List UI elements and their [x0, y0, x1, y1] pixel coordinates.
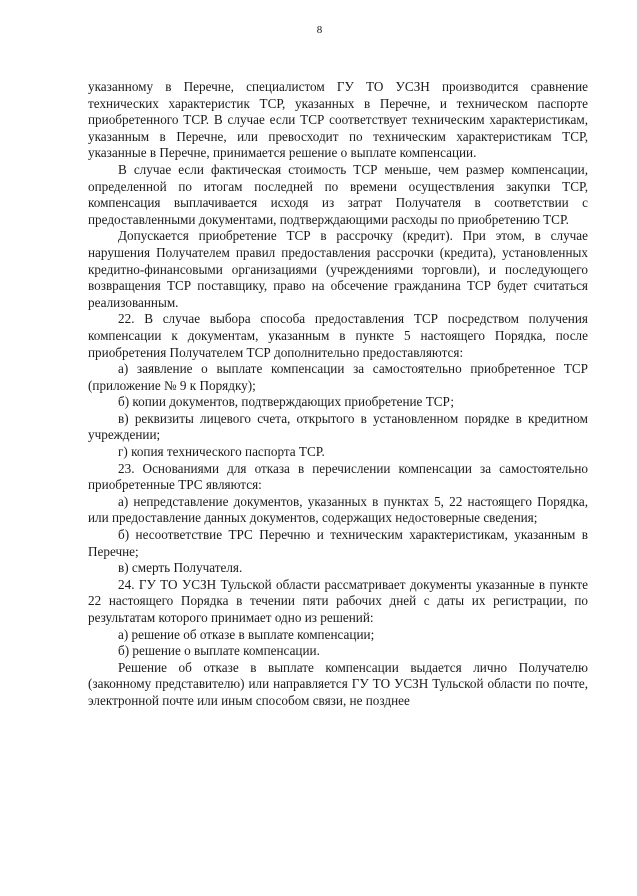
clause-24-item-a: а) решение об отказе в выплате компенсации;: [118, 626, 375, 642]
clause-22-item-v: в) реквизиты лицевого счета, открытого в установленном порядке в кредитном учреждении;: [88, 410, 588, 443]
clause-23: 23. Основаниями для отказа в перечислении компенсации за самостоятельно приобретенные ТРС являются:: [88, 460, 588, 493]
clause-23-item-v: в) смерть Получателя.: [118, 560, 243, 576]
paragraph-continuation: указанному в Перечне, специалистом ГУ ТО УСЗН производится сравнение технических характеристик ТСР, указанных в Перечне, и техническом паспорте приобретенного ТСР. В случае если ТСР соответствует техническим характеристикам, указанным в Перечне, или превосходит по техническим характеристикам ТСР, указанные в Перечне, принимается решение о выплате компенсации.: [88, 79, 588, 161]
clause-24-item-b: б) решение о выплате компенсации.: [118, 643, 320, 659]
clause-22-item-g: г) копия технического паспорта ТСР.: [118, 444, 325, 460]
document-body: [88, 79, 588, 710]
paragraph-actual-cost: В случае если фактическая стоимость ТСР меньше, чем размер компенсации, определенной по итогам последней по времени осуществления закупки ТСР, компенсация выплачивается исходя из затрат Получателя в соответствии с предоставленными документами, подтверждающими расходы по приобретению ТСР.: [88, 161, 588, 227]
clause-23-item-a: а) непредставление документов, указанных в пунктах 5, 22 настоящего Порядка, или предоставление данных документов, содержащих недостоверные сведения;: [88, 493, 588, 526]
page-number: 8: [316, 24, 323, 36]
clause-24: 24. ГУ ТО УСЗН Тульской области рассматривает документы указанные в пункте 22 настоящего Порядка в течении пяти рабочих дней с даты их регистрации, по результатам которого принимает одно из решений:: [88, 576, 588, 625]
clause-22: 22. В случае выбора способа предоставления ТСР посредством получения компенсации к документам, указанным в пункте 5 настоящего Порядка, после приобретения Получателем ТСР дополнительно предоставляются:: [88, 311, 588, 360]
clause-23-item-b: б) несоответствие ТРС Перечню и техническим характеристикам, указанным в Перечне;: [88, 527, 588, 559]
paragraph-refusal-decision: Решение об отказе в выплате компенсации выдается лично Получателю (законному представителю) или направляется ГУ ТО УСЗН Тульской области по почте, электронной почте или иным способом связи, не позднее: [88, 659, 588, 708]
clause-22-item-b: б) копии документов, подтверждающих приобретение ТСР;: [118, 394, 455, 410]
clause-22-item-a: а) заявление о выплате компенсации за самостоятельно приобретенное ТСР (приложение № 9 к Порядку);: [88, 361, 588, 393]
paragraph-installment: Допускается приобретение ТСР в рассрочку (кредит). При этом, в случае нарушения Получателем правил предоставления рассрочки (кредита), установленных кредитно-финансовыми организациями (учреждениями торговли), и последующего возвращения ТСР поставщику, право на обсечение гражданина ТСР будет считаться реализованным.: [88, 228, 588, 310]
